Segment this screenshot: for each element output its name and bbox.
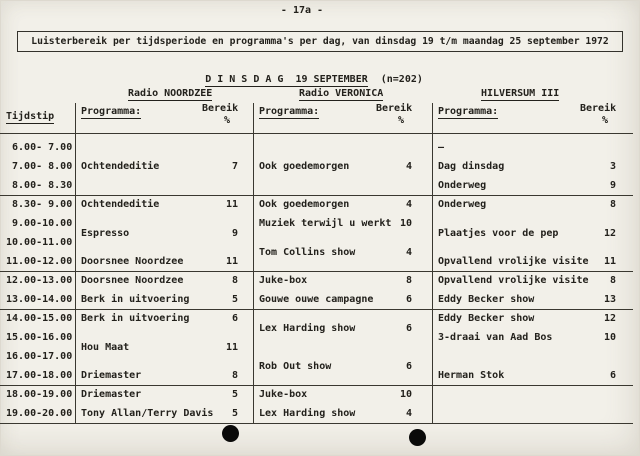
punch-hole-right [409, 429, 426, 446]
program-cell: Ook goedemorgen [259, 199, 350, 210]
program-cell: Lex Harding show [259, 322, 356, 334]
reach-value-cell: 10 [399, 218, 412, 229]
reach-value-cell: 8 [231, 275, 238, 286]
reach-value-cell: 12 [603, 227, 616, 239]
program-cell: Eddy Becker show [438, 294, 535, 305]
reach-value-cell: 4 [405, 199, 412, 210]
program-cell: Driemaster [81, 370, 142, 381]
time-slot-cell: 11.00-12.00 [6, 256, 73, 267]
program-cell: Plaatjes voor de pep [438, 227, 559, 239]
column-divider-1 [75, 103, 76, 424]
program-header-noordzee: Programma: [81, 106, 142, 117]
program-cell: Ook goedemorgen [259, 161, 350, 172]
reach-value-cell: 8 [405, 275, 412, 286]
punch-hole-left [222, 425, 239, 442]
program-cell: Opvallend vrolijke visite [438, 275, 589, 286]
header-rule [0, 133, 633, 134]
time-slot-cell: 7.00- 8.00 [6, 161, 73, 172]
program-cell: Muziek terwijl u werkt [259, 218, 392, 229]
program-cell: Ochtendeditie [81, 161, 160, 172]
reach-value-cell: 6 [231, 313, 238, 324]
program-cell: Driemaster [81, 389, 142, 400]
time-slot-cell: 8.30- 9.00 [6, 199, 73, 210]
program-cell: Doorsnee Noordzee [81, 256, 184, 267]
station-header-noordzee: Radio NOORDZEE [128, 88, 213, 99]
reach-header-noordzee: Bereik [202, 103, 239, 114]
station-header-hilversum: HILVERSUM III [481, 88, 560, 99]
column-divider-2 [253, 103, 254, 424]
column-divider-3 [432, 103, 433, 424]
time-slot-cell: 13.00-14.00 [6, 294, 73, 305]
program-cell: Lex Harding show [259, 408, 356, 419]
reach-unit-noordzee: % [224, 115, 231, 126]
reach-value-cell: 6 [405, 294, 412, 305]
reach-unit-veronica: % [398, 115, 405, 126]
program-cell: Herman Stok [438, 370, 505, 381]
reach-value-cell: 4 [405, 408, 412, 419]
reach-value-cell: 9 [231, 227, 238, 239]
reach-value-cell: 5 [231, 389, 238, 400]
program-cell: Doorsnee Noordzee [81, 275, 184, 286]
reach-value-cell: 10 [603, 332, 616, 343]
time-slot-cell: 8.00- 8.30 [6, 180, 73, 191]
program-cell: Hou Maat [81, 341, 130, 353]
reach-value-cell: 12 [603, 313, 616, 324]
reach-value-cell: 10 [399, 389, 412, 400]
program-cell: Berk in uitvoering [81, 294, 190, 305]
time-slot-cell: 9.00-10.00 [6, 218, 73, 229]
program-cell: Rob Out show [259, 360, 332, 372]
reach-value-cell: 11 [225, 199, 238, 210]
program-cell: Eddy Becker show [438, 313, 535, 324]
station-header-veronica: Radio VERONICA [299, 88, 384, 99]
reach-header-hilversum: Bereik [580, 103, 617, 114]
reach-value-cell: 6 [405, 322, 412, 334]
program-cell: Juke-box [259, 389, 308, 400]
reach-value-cell: 7 [231, 161, 238, 172]
reach-value-cell: 11 [225, 256, 238, 267]
reach-unit-hilversum: % [602, 115, 609, 126]
reach-value-cell: 8 [609, 199, 616, 210]
reach-value-cell: 13 [603, 294, 616, 305]
day-heading-main: D I N S D A G 19 SEPTEMBER [205, 74, 368, 85]
report-title-box [17, 31, 623, 52]
program-cell: Tom Collins show [259, 246, 356, 258]
report-title: Luisterbereik per tijdsperiode en programma's per dag, van dinsdag 19 t/m maandag 25 september 1972 [31, 36, 609, 47]
time-slot-cell: 14.00-15.00 [6, 313, 73, 324]
reach-header-veronica: Bereik [376, 103, 413, 114]
reach-value-cell: 4 [405, 161, 412, 172]
program-cell: Ochtendeditie [81, 199, 160, 210]
program-cell: Espresso [81, 227, 130, 239]
program-cell: — [438, 142, 445, 153]
program-cell: Dag dinsdag [438, 161, 505, 172]
time-slot-cell: 18.00-19.00 [6, 389, 73, 400]
bottom-rule [0, 423, 633, 424]
reach-value-cell: 5 [231, 294, 238, 305]
time-column-header: Tijdstip [6, 111, 55, 122]
program-cell: Onderweg [438, 180, 487, 191]
program-cell: Opvallend vrolijke visite [438, 256, 589, 267]
program-cell: 3-draai van Aad Bos [438, 332, 553, 343]
reach-value-cell: 3 [609, 161, 616, 172]
reach-value-cell: 8 [609, 275, 616, 286]
day-heading-sample-size: (n=202) [380, 74, 423, 85]
reach-value-cell: 11 [225, 341, 238, 353]
reach-value-cell: 11 [603, 256, 616, 267]
reach-value-cell: 9 [609, 180, 616, 191]
reach-value-cell: 6 [405, 360, 412, 372]
time-slot-cell: 15.00-16.00 [6, 332, 73, 343]
reach-value-cell: 4 [405, 246, 412, 258]
program-header-veronica: Programma: [259, 106, 320, 117]
program-cell: Onderweg [438, 199, 487, 210]
reach-value-cell: 5 [231, 408, 238, 419]
time-slot-cell: 6.00- 7.00 [6, 142, 73, 153]
program-cell: Berk in uitvoering [81, 313, 190, 324]
program-cell: Tony Allan/Terry Davis [81, 408, 214, 419]
page-number: - 17a - [280, 5, 324, 16]
reach-value-cell: 8 [231, 370, 238, 381]
program-header-hilversum: Programma: [438, 106, 499, 117]
time-slot-cell: 12.00-13.00 [6, 275, 73, 286]
time-slot-cell: 10.00-11.00 [6, 237, 73, 248]
program-cell: Gouwe ouwe campagne [259, 294, 374, 305]
time-slot-cell: 19.00-20.00 [6, 408, 73, 419]
time-slot-cell: 17.00-18.00 [6, 370, 73, 381]
time-slot-cell: 16.00-17.00 [6, 351, 73, 362]
reach-value-cell: 6 [609, 370, 616, 381]
program-cell: Juke-box [259, 275, 308, 286]
